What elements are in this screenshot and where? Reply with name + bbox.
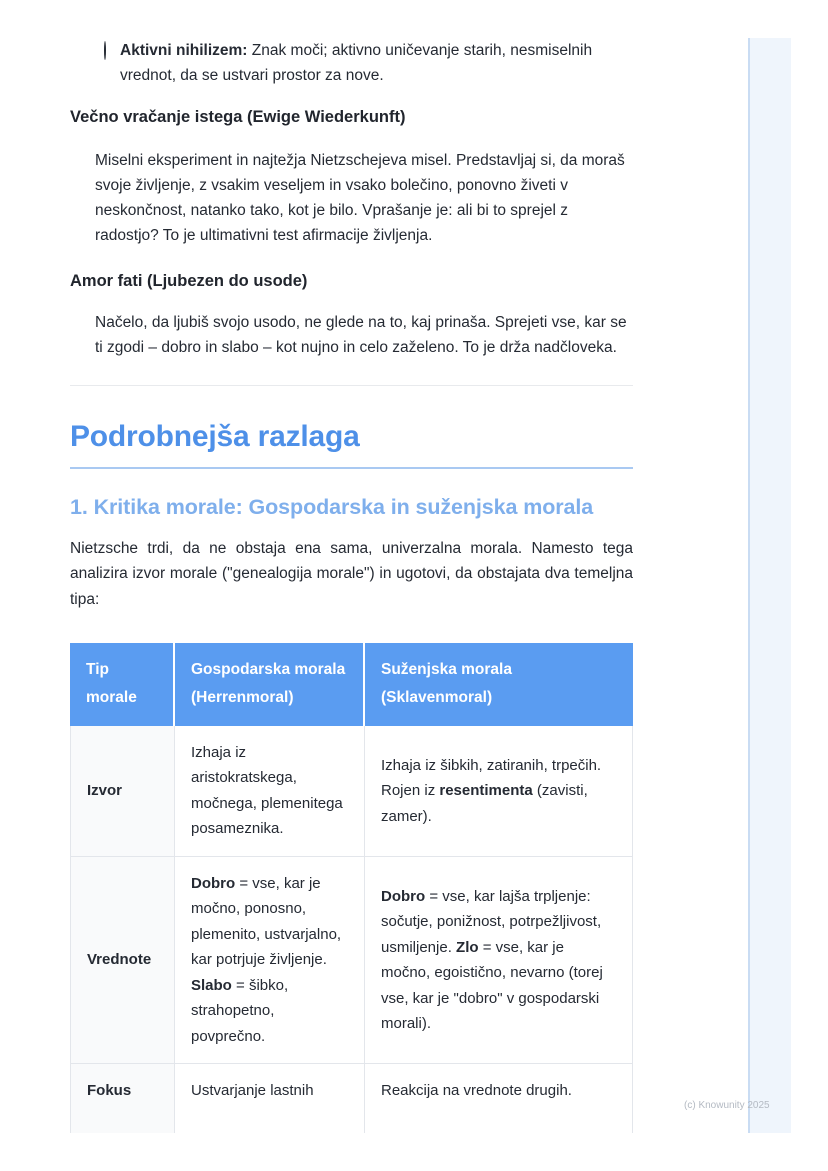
hollow-bullet-icon bbox=[95, 38, 120, 88]
watermark: (c) Knowunity 2025 bbox=[684, 1100, 770, 1111]
column-header-gospodarska: Gospodarska morala (Herrenmoral) bbox=[175, 643, 365, 726]
row-label: Izvor bbox=[70, 726, 175, 857]
column-header-tip-morale: Tip morale bbox=[70, 643, 175, 726]
table-cell: Izhaja iz aristokratskega, močnega, plemenitega posameznika. bbox=[175, 726, 365, 857]
table-row-vrednote bbox=[70, 857, 633, 1065]
row-label: Fokus bbox=[70, 1064, 175, 1133]
page-edge-strip bbox=[748, 38, 791, 1133]
intro-paragraph: Nietzsche trdi, da ne obstaja ena sama, univerzalna morala. Namesto tega analizira izvor morale ("genealogija morale") in ugotovi, da obstajata dva temeljna tipa: bbox=[70, 540, 633, 608]
bullet-icon bbox=[70, 148, 95, 248]
column-header-suzenjska: Suženjska morala (Sklavenmoral) bbox=[365, 643, 633, 726]
heading-vecno-vracanje: Večno vračanje istega (Ewige Wiederkunft) bbox=[70, 108, 406, 126]
table-cell: Reakcija na vrednote drugih. bbox=[365, 1064, 633, 1133]
table-row-izvor bbox=[70, 726, 633, 857]
page-title: Podrobnejša razlaga bbox=[70, 420, 360, 453]
list-item-nacelo bbox=[70, 310, 633, 360]
morale-comparison-table bbox=[70, 643, 633, 1133]
list-item-aktivni-nihilizem bbox=[95, 38, 633, 88]
list-item-text: Miselni eksperiment in najtežja Nietzschejeva misel. Predstavljaj si, da moraš svoje življenje, z vsakim veseljem in vsako bolečino, ponovno živeti v neskončnost, natanko tako, kot je bilo. Vprašanje je: ali bi to sprejel z radostjo? To je ultimativni test afirmacije življenja. bbox=[95, 152, 625, 244]
table-cell: Dobro = vse, kar lajša trpljenje: sočutje, ponižnost, potrpežljivost, usmiljenje. Zlo = vse, kar je močno, egoistično, nevarno (torej vse, kar je "dobro" v gospodarski morali). bbox=[365, 857, 633, 1065]
list-item-miselni-eksperiment bbox=[70, 148, 633, 248]
title-underline bbox=[70, 467, 633, 469]
heading-amor-fati: Amor fati (Ljubezen do usode) bbox=[70, 272, 308, 290]
list-item-text: Aktivni nihilizem: Znak moči; aktivno uničevanje starih, nesmiselnih vrednot, da se ustvari prostor za nove. bbox=[120, 42, 593, 84]
table-cell: Dobro = vse, kar je močno, ponosno, plemenito, ustvarjalno, kar potrjuje življenje. Slabo = šibko, strahopetno, povprečno. bbox=[175, 857, 365, 1065]
table-row-fokus bbox=[70, 1064, 633, 1133]
table-cell: Izhaja iz šibkih, zatiranih, trpečih. Rojen iz resentimenta (zavisti, zamer). bbox=[365, 726, 633, 857]
list-item-text: Načelo, da ljubiš svojo usodo, ne glede na to, kaj prinaša. Sprejeti vse, kar se ti zgodi – dobro in slabo – kot nujno in celo zaželeno. To je drža nadčloveka. bbox=[95, 314, 627, 356]
table-header-row bbox=[70, 643, 633, 726]
row-label: Vrednote bbox=[70, 857, 175, 1065]
bullet-icon bbox=[70, 310, 95, 360]
table-cell: Ustvarjanje lastnih bbox=[175, 1064, 365, 1133]
section-divider bbox=[70, 385, 633, 386]
section-heading-kritika-morale: 1. Kritika morale: Gospodarska in suženjska morala bbox=[70, 495, 594, 519]
